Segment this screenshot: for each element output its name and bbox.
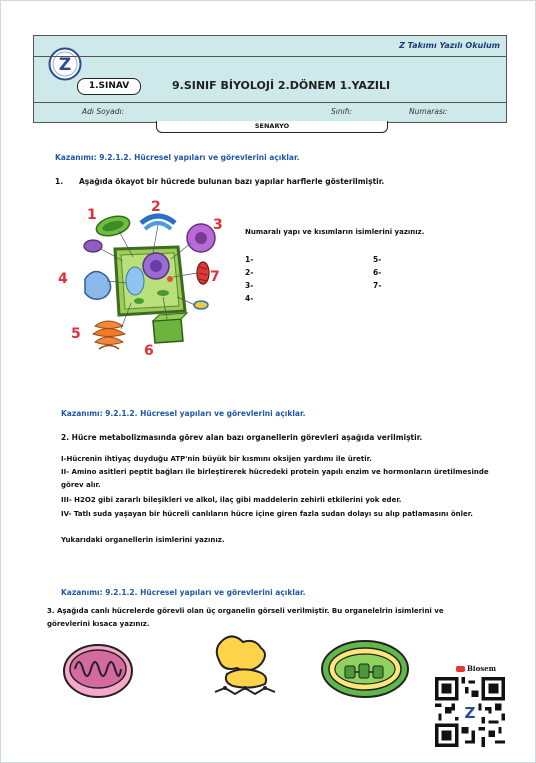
- cell-label-4: 4: [58, 271, 68, 287]
- objective-label: Kazanımı: 9.2.1.2. Hücresel yapıları ve görevlerini açıklar.: [61, 588, 306, 597]
- cell-label-2: 2: [151, 199, 161, 215]
- youtube-icon: [456, 666, 465, 672]
- answer-slot-5[interactable]: 5-: [373, 255, 382, 264]
- exam-title: 9.SINIF BİYOLOJİ 2.DÖNEM 1.YAZILI: [172, 79, 391, 92]
- question-text: 3. Aşağıda canlı hücrelerde görevli olan üç organelin görseli verilmiştir. Bu organelelrin isimlerini ve: [47, 607, 444, 615]
- question-text-cont: görevlerini kısaca yazınız.: [47, 620, 150, 628]
- organelle-function-item: II- Amino asitleri peptit bağları ile birleştirerek hücredeki protein yapılı enzim ve hormonların üretilmesinde: [61, 468, 489, 476]
- cell-wall-fragment-icon: [153, 313, 187, 343]
- cell-label-3: 3: [213, 217, 223, 233]
- cell-label-7: 7: [210, 269, 220, 285]
- question-text: Aşağıda ökayot bir hücrede bulunan bazı yapılar harflerle gösterilmiştir.: [79, 177, 385, 186]
- organelle-function-item: IV- Tatlı suda yaşayan bir hücreli canlıların hücre içine giren fazla sudan dolayı su alıp patlamasını önler.: [61, 510, 473, 518]
- vacuole-organelle-icon: [85, 271, 111, 299]
- chloroplast-organelle-icon: [94, 213, 132, 239]
- cell-label-6: 6: [144, 343, 154, 359]
- brand-label: [456, 664, 496, 673]
- ribosome-icon: [211, 634, 281, 706]
- answer-instruction: Yukarıdaki organellerin isimlerini yazınız.: [61, 536, 225, 544]
- vesicle-organelle-icon: [84, 240, 102, 252]
- peroxisome-organelle-icon: [194, 301, 208, 309]
- answer-instruction: Numaralı yapı ve kısımların isimlerini yazınız.: [245, 228, 425, 236]
- exam-header: [33, 35, 507, 123]
- answer-slot-2[interactable]: 2-: [245, 268, 254, 277]
- lysosome-organelle-icon: [187, 224, 215, 252]
- cell-label-1: 1: [87, 207, 97, 223]
- question-text: 2. Hücre metabolizmasında görev alan bazı organellerin görevleri aşağıda verilmiştir.: [61, 433, 423, 442]
- qr-logo-letter: Z: [464, 704, 476, 722]
- z-team-logo-icon: [48, 47, 82, 81]
- cell-body-icon: [115, 247, 185, 315]
- name-field-label: Adı Soyadı:: [82, 107, 125, 116]
- answer-slot-3[interactable]: 3-: [245, 281, 254, 290]
- school-name: Z Takımı Yazılı Okulum: [399, 41, 500, 50]
- organelle-function-item: I-Hücrenin ihtiyaç duyduğu ATP'nin büyük bir kısmını oksijen yardımı ile üretir.: [61, 455, 372, 463]
- answer-slot-1[interactable]: 1-: [245, 255, 254, 264]
- scenario-tab: SENARYO: [156, 121, 388, 133]
- answer-slot-4[interactable]: 4-: [245, 294, 254, 303]
- golgi-organelle-icon: [141, 216, 175, 229]
- mitochondrion-icon: [61, 641, 136, 701]
- number-field-label: Numarası:: [409, 107, 448, 116]
- question-number: 1.: [55, 177, 64, 186]
- header-divider: [34, 56, 506, 57]
- organelle-function-item: görev alır.: [61, 481, 101, 489]
- mitochondrion-organelle-icon: [197, 262, 209, 284]
- objective-label: Kazanımı: 9.2.1.2. Hücresel yapıları ve görevlerini açıklar.: [55, 153, 300, 162]
- logo-letter: Z: [58, 55, 72, 75]
- endoplasmic-reticulum-icon: [93, 321, 125, 349]
- qr-code-icon[interactable]: [435, 677, 505, 747]
- cell-label-5: 5: [71, 326, 81, 342]
- objective-label: Kazanımı: 9.2.1.2. Hücresel yapıları ve görevlerini açıklar.: [61, 409, 306, 418]
- brand-name: Biosem: [467, 664, 497, 673]
- chloroplast-icon: [319, 638, 411, 700]
- answer-slot-6[interactable]: 6-: [373, 268, 382, 277]
- exam-number-badge: 1.SINAV: [77, 78, 141, 95]
- answer-slot-7[interactable]: 7-: [373, 281, 382, 290]
- class-field-label: Sınıfı:: [331, 107, 352, 116]
- organelle-function-item: III- H2O2 gibi zararlı bileşikleri ve alkol, ilaç gibi maddelerin zehirli etkilerini yok eder.: [61, 496, 402, 504]
- header-divider: [34, 102, 506, 103]
